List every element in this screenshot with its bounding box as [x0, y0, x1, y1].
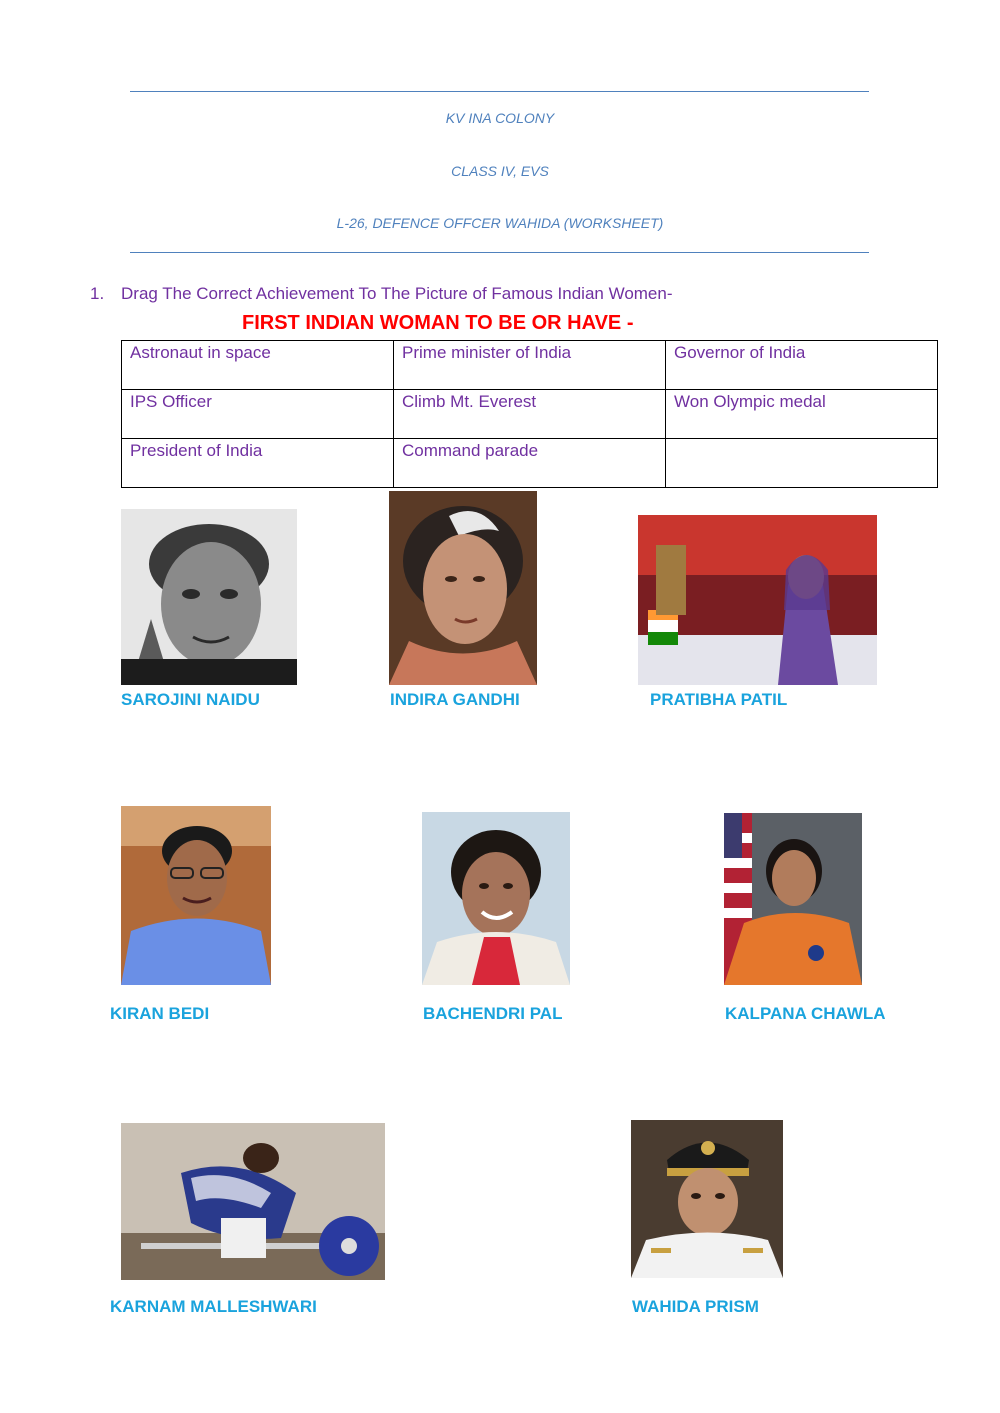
class-subject: CLASS IV, EVS [451, 163, 549, 179]
question-subtitle: FIRST INDIAN WOMAN TO BE OR HAVE - [242, 312, 634, 334]
achievement-item[interactable]: Command parade [394, 439, 666, 488]
kalpana-chawla-photo[interactable] [724, 813, 862, 985]
woman-caption: SAROJINI NAIDU [121, 690, 260, 709]
table-row [122, 390, 938, 439]
achievement-empty-cell[interactable] [666, 439, 938, 488]
header-bottom-rule [130, 252, 869, 253]
kiran-bedi-photo[interactable] [121, 806, 271, 985]
question-text: Drag The Correct Achievement To The Picture of Famous Indian Women- [121, 284, 673, 303]
question-1 [90, 284, 673, 304]
sarojini-naidu-photo[interactable] [121, 509, 297, 685]
indira-gandhi-photo[interactable] [389, 491, 537, 685]
achievement-item[interactable]: President of India [122, 439, 394, 488]
achievement-item[interactable]: Climb Mt. Everest [394, 390, 666, 439]
wahida-prism-photo[interactable] [631, 1120, 783, 1278]
karnam-malleshwari-photo[interactable] [121, 1123, 385, 1280]
question-number: 1. [90, 284, 105, 303]
woman-caption: WAHIDA PRISM [632, 1297, 759, 1316]
woman-caption: KARNAM MALLESHWARI [110, 1297, 317, 1316]
lesson-title: L-26, DEFENCE OFFCER WAHIDA (WORKSHEET) [336, 215, 664, 231]
achievement-item[interactable]: Prime minister of India [394, 341, 666, 390]
woman-caption: INDIRA GANDHI [390, 690, 520, 709]
bachendri-pal-photo[interactable] [422, 812, 570, 985]
woman-caption: KALPANA CHAWLA [725, 1004, 886, 1023]
table-row [122, 439, 938, 488]
table-row [122, 341, 938, 390]
achievement-item[interactable]: Won Olympic medal [666, 390, 938, 439]
achievement-item[interactable]: Astronaut in space [122, 341, 394, 390]
header-top-rule [130, 91, 869, 92]
woman-caption: BACHENDRI PAL [423, 1004, 563, 1023]
achievement-item[interactable]: Governor of India [666, 341, 938, 390]
woman-caption: PRATIBHA PATIL [650, 690, 788, 709]
pratibha-patil-photo[interactable] [638, 515, 877, 685]
woman-caption: KIRAN BEDI [110, 1004, 210, 1023]
achievement-table [121, 340, 938, 488]
achievement-item[interactable]: IPS Officer [122, 390, 394, 439]
school-name: KV INA COLONY [445, 110, 555, 126]
